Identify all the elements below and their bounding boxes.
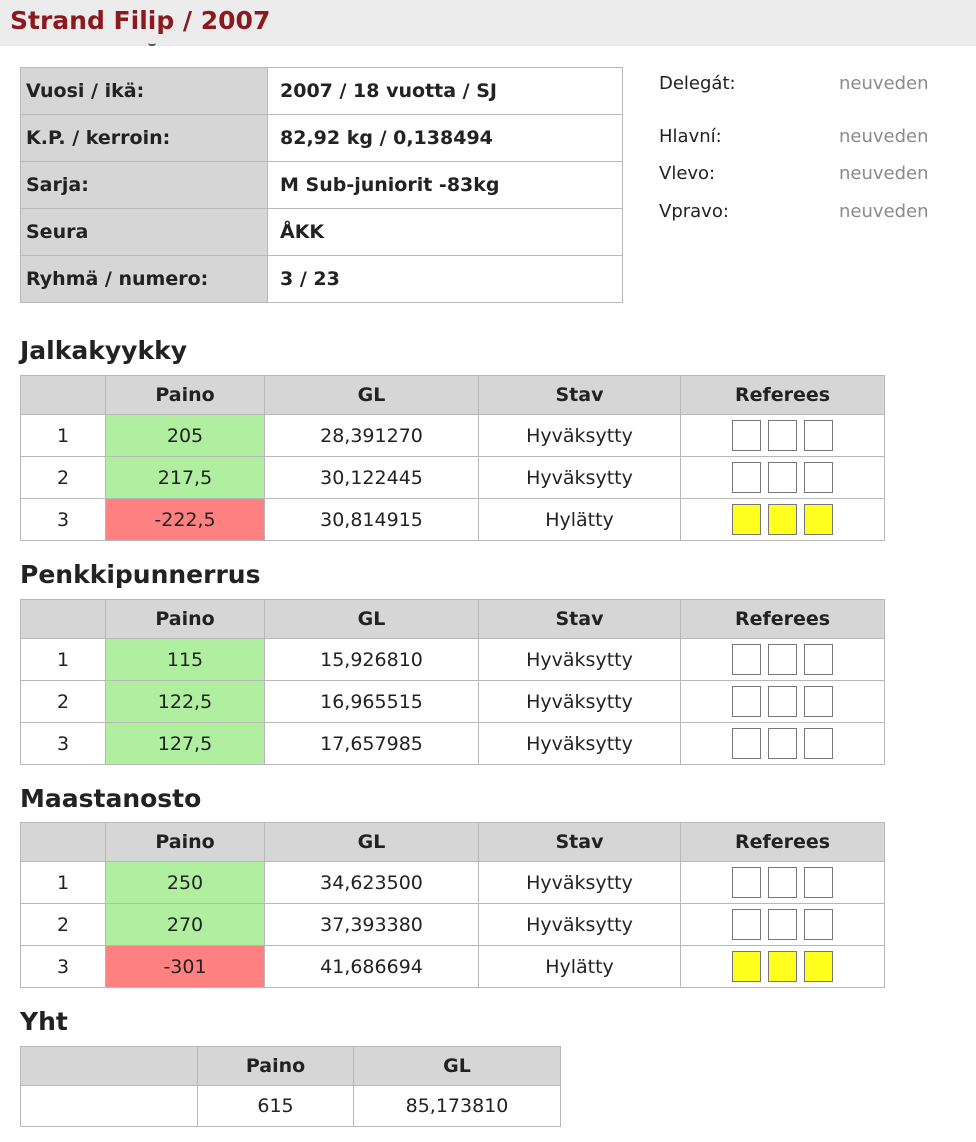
referee-light (768, 686, 797, 717)
jury-value: neuveden (839, 201, 929, 222)
header-gl: GL (265, 823, 479, 862)
attempt-gl: 30,122445 (265, 457, 479, 499)
referee-light (768, 867, 797, 898)
table-header-row (21, 376, 885, 415)
athlete-info-table (20, 67, 623, 303)
attempt-referees (681, 499, 885, 541)
jury-label: Delegát: (659, 73, 736, 94)
table-row (21, 639, 885, 681)
squat-table (20, 375, 885, 541)
info-label: Vuosi / ikä: (21, 68, 268, 115)
attempt-status: Hylätty (479, 946, 681, 988)
attempt-gl: 37,393380 (265, 904, 479, 946)
header-gl: GL (265, 600, 479, 639)
info-row (21, 209, 623, 256)
header-weight: Paino (198, 1047, 354, 1086)
table-header-row (21, 600, 885, 639)
attempt-gl: 34,623500 (265, 862, 479, 904)
attempt-status: Hyväksytty (479, 457, 681, 499)
table-row (21, 723, 885, 765)
attempt-gl: 28,391270 (265, 415, 479, 457)
referee-light (804, 728, 833, 759)
referee-light (732, 728, 761, 759)
table-row (21, 946, 885, 988)
header-status: Stav (479, 376, 681, 415)
attempt-weight: 122,5 (106, 681, 265, 723)
table-row (21, 862, 885, 904)
info-label: K.P. / kerroin: (21, 115, 268, 162)
info-value: M Sub-juniorit -83kg (268, 162, 623, 209)
referee-light (768, 644, 797, 675)
referee-light (804, 867, 833, 898)
referee-light (768, 909, 797, 940)
referee-light (804, 909, 833, 940)
info-value: 82,92 kg / 0,138494 (268, 115, 623, 162)
info-value: 2007 / 18 vuotta / SJ (268, 68, 623, 115)
info-label: Seura (21, 209, 268, 256)
table-row (21, 457, 885, 499)
attempt-number: 2 (21, 904, 106, 946)
table-row (21, 499, 885, 541)
total-weight: 615 (198, 1086, 354, 1127)
attempt-gl: 17,657985 (265, 723, 479, 765)
referee-light (732, 867, 761, 898)
attempt-gl: 15,926810 (265, 639, 479, 681)
attempt-referees (681, 904, 885, 946)
info-value: ÅKK (268, 209, 623, 256)
info-row (21, 68, 623, 115)
header-gl: GL (265, 376, 479, 415)
header-gl: GL (354, 1047, 561, 1086)
referee-light (768, 420, 797, 451)
total-empty-cell (21, 1086, 198, 1127)
jury-label: Vpravo: (659, 201, 729, 222)
header-weight: Paino (106, 376, 265, 415)
info-label: Ryhmä / numero: (21, 256, 268, 303)
attempt-status: Hyväksytty (479, 904, 681, 946)
attempt-referees (681, 946, 885, 988)
referee-light (804, 951, 833, 982)
total-table (20, 1046, 561, 1127)
attempt-number: 2 (21, 681, 106, 723)
attempt-weight: 127,5 (106, 723, 265, 765)
referee-light (732, 462, 761, 493)
attempt-number: 3 (21, 499, 106, 541)
attempt-referees (681, 681, 885, 723)
header-referees: Referees (681, 376, 885, 415)
total-gl: 85,173810 (354, 1086, 561, 1127)
attempt-status: Hyväksytty (479, 639, 681, 681)
referee-light (732, 644, 761, 675)
header-status: Stav (479, 823, 681, 862)
referee-light (804, 420, 833, 451)
attempt-status: Hyväksytty (479, 723, 681, 765)
attempt-number: 3 (21, 946, 106, 988)
bench-table (20, 599, 885, 765)
referee-light (804, 686, 833, 717)
section-title-deadlift: Maastanosto (20, 784, 202, 813)
header-referees: Referees (681, 823, 885, 862)
jury-label: Hlavní: (659, 126, 722, 147)
referee-light (732, 504, 761, 535)
referee-light (768, 462, 797, 493)
referee-light (768, 504, 797, 535)
attempt-referees (681, 457, 885, 499)
referee-light (804, 504, 833, 535)
referee-light (732, 420, 761, 451)
info-label: Sarja: (21, 162, 268, 209)
attempt-gl: 16,965515 (265, 681, 479, 723)
attempt-status: Hylätty (479, 499, 681, 541)
attempt-status: Hyväksytty (479, 681, 681, 723)
referee-light (768, 951, 797, 982)
attempt-number: 1 (21, 639, 106, 681)
header-empty (21, 1047, 198, 1086)
referee-light (804, 644, 833, 675)
attempt-number: 1 (21, 415, 106, 457)
table-row (21, 415, 885, 457)
referee-light (732, 951, 761, 982)
referee-light (768, 728, 797, 759)
info-value: 3 / 23 (268, 256, 623, 303)
jury-label: Vlevo: (659, 163, 716, 184)
attempt-weight: 250 (106, 862, 265, 904)
header-weight: Paino (106, 600, 265, 639)
attempt-gl: 30,814915 (265, 499, 479, 541)
table-header-row (21, 823, 885, 862)
table-header-row (21, 1047, 561, 1086)
attempt-number: 1 (21, 862, 106, 904)
info-row (21, 256, 623, 303)
jury-value: neuveden (839, 73, 929, 94)
attempt-referees (681, 639, 885, 681)
scroll-cut-glyph (148, 41, 156, 46)
jury-value: neuveden (839, 163, 929, 184)
table-row (21, 1086, 561, 1127)
header-weight: Paino (106, 823, 265, 862)
attempt-number: 3 (21, 723, 106, 765)
attempt-weight: -222,5 (106, 499, 265, 541)
attempt-weight: 115 (106, 639, 265, 681)
title-bar (0, 0, 976, 46)
section-title-squat: Jalkakyykky (20, 336, 188, 365)
deadlift-table (20, 822, 885, 988)
referee-light (732, 909, 761, 940)
header-number (21, 600, 106, 639)
attempt-status: Hyväksytty (479, 415, 681, 457)
attempt-number: 2 (21, 457, 106, 499)
header-number (21, 823, 106, 862)
attempt-weight: 217,5 (106, 457, 265, 499)
header-referees: Referees (681, 600, 885, 639)
attempt-referees (681, 415, 885, 457)
attempt-weight: 270 (106, 904, 265, 946)
table-row (21, 681, 885, 723)
info-row (21, 115, 623, 162)
info-row (21, 162, 623, 209)
table-row (21, 904, 885, 946)
header-number (21, 376, 106, 415)
referee-light (732, 686, 761, 717)
section-title-total: Yht (20, 1007, 68, 1036)
section-title-bench: Penkkipunnerrus (20, 560, 261, 589)
header-status: Stav (479, 600, 681, 639)
attempt-weight: 205 (106, 415, 265, 457)
attempt-referees (681, 723, 885, 765)
page-title: Strand Filip / 2007 (10, 6, 271, 35)
attempt-weight: -301 (106, 946, 265, 988)
referee-light (804, 462, 833, 493)
attempt-gl: 41,686694 (265, 946, 479, 988)
attempt-referees (681, 862, 885, 904)
jury-value: neuveden (839, 126, 929, 147)
attempt-status: Hyväksytty (479, 862, 681, 904)
